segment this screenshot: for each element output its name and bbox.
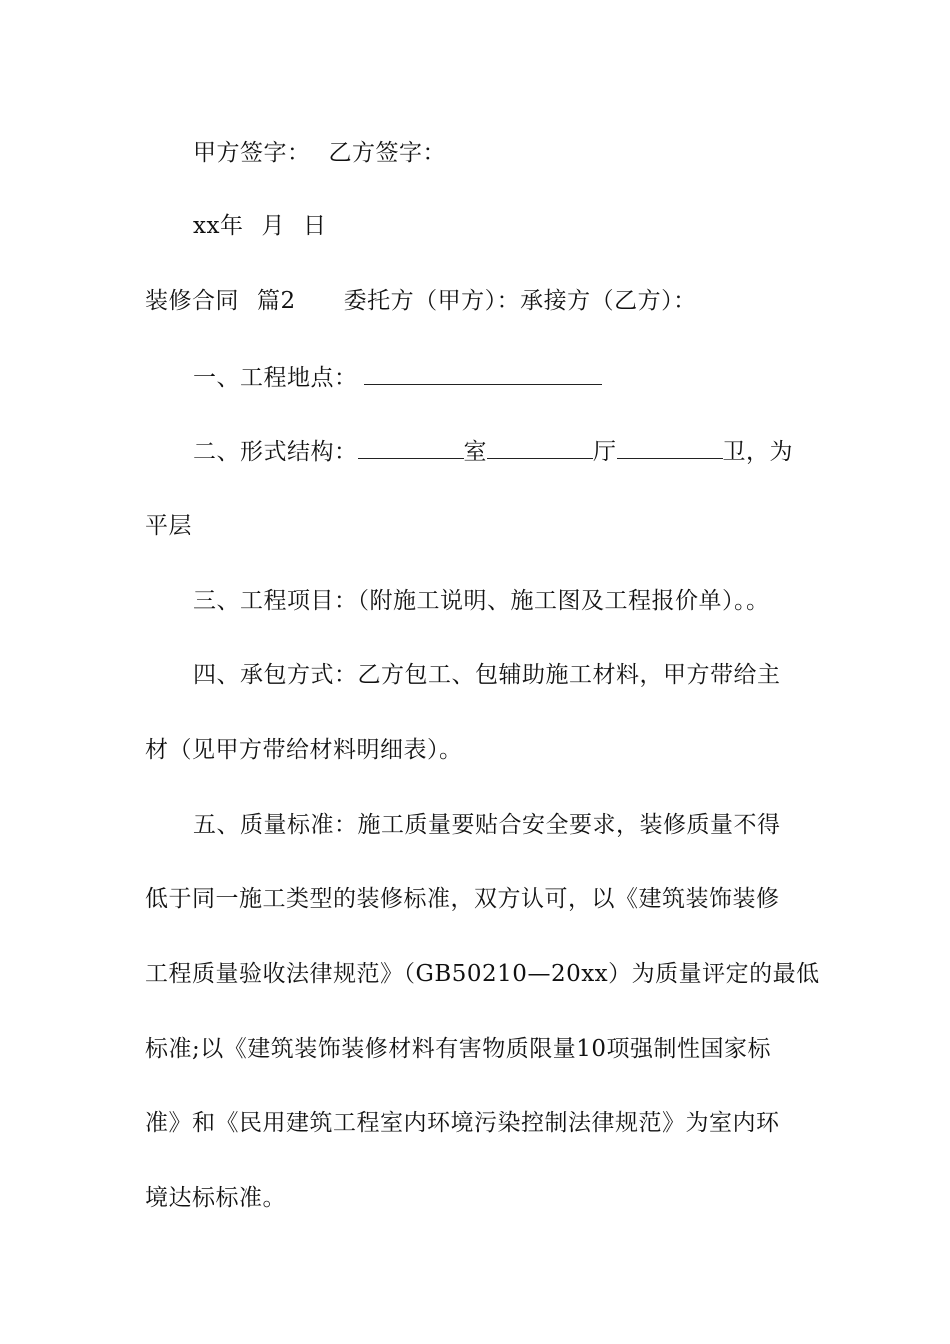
section-5-line-6: 境达标标准。 bbox=[145, 1185, 286, 1211]
party-a-signature-label: 甲方签字： bbox=[193, 140, 311, 166]
section-4-line-1: 四、承包方式：乙方包工、包辅助施工材料，甲方带给主 bbox=[193, 662, 781, 688]
date-month-label: 月 bbox=[261, 213, 285, 239]
section-5-line-5: 准》和《民用建筑工程室内环境污染控制法律规范》为室内环 bbox=[145, 1110, 780, 1136]
location-blank bbox=[364, 362, 602, 385]
section-2-line bbox=[193, 436, 793, 467]
date-year: xx bbox=[193, 213, 220, 239]
room-count-blank bbox=[358, 436, 464, 459]
contractor-label: 承接方（乙方）： bbox=[520, 288, 697, 314]
hall-label: 厅 bbox=[593, 439, 617, 465]
room-label: 室 bbox=[463, 439, 487, 465]
contract-header-line bbox=[145, 286, 697, 316]
section-3-line: 三、工程项目：（附施工说明、施工图及工程报价单）。。 bbox=[193, 588, 770, 614]
section-5-line-3: 工程质量验收法律规范》（GB50210—20xx）为质量评定的最低 bbox=[145, 961, 820, 987]
section-5-line-1: 五、质量标准：施工质量要贴合安全要求，装修质量不得 bbox=[193, 812, 781, 838]
section-2-continuation: 平层 bbox=[145, 513, 192, 539]
section-4-line-2: 材（见甲方带给材料明细表）。 bbox=[145, 737, 463, 763]
bath-label: 卫，为 bbox=[722, 439, 793, 465]
section-1-line bbox=[193, 362, 602, 393]
signature-line bbox=[193, 138, 446, 168]
date-year-label: 年 bbox=[219, 213, 244, 239]
section-1-label: 一、工程地点： bbox=[193, 365, 358, 391]
date-day-label: 日 bbox=[302, 213, 327, 239]
bath-count-blank bbox=[617, 436, 723, 459]
contract-title: 装修合同 bbox=[145, 288, 239, 314]
client-label: 委托方（甲方）： bbox=[343, 288, 521, 314]
section-5-line-4: 标准;以《建筑装饰装修材料有害物质限量10项强制性国家标 bbox=[145, 1036, 772, 1062]
date-line bbox=[193, 211, 326, 241]
party-b-signature-label: 乙方签字： bbox=[328, 140, 446, 166]
contract-part: 篇2 bbox=[257, 288, 296, 314]
hall-count-blank bbox=[487, 436, 593, 459]
section-5-line-2: 低于同一施工类型的装修标准，双方认可，以《建筑装饰装修 bbox=[145, 886, 780, 912]
section-2-label: 二、形式结构： bbox=[193, 439, 358, 465]
